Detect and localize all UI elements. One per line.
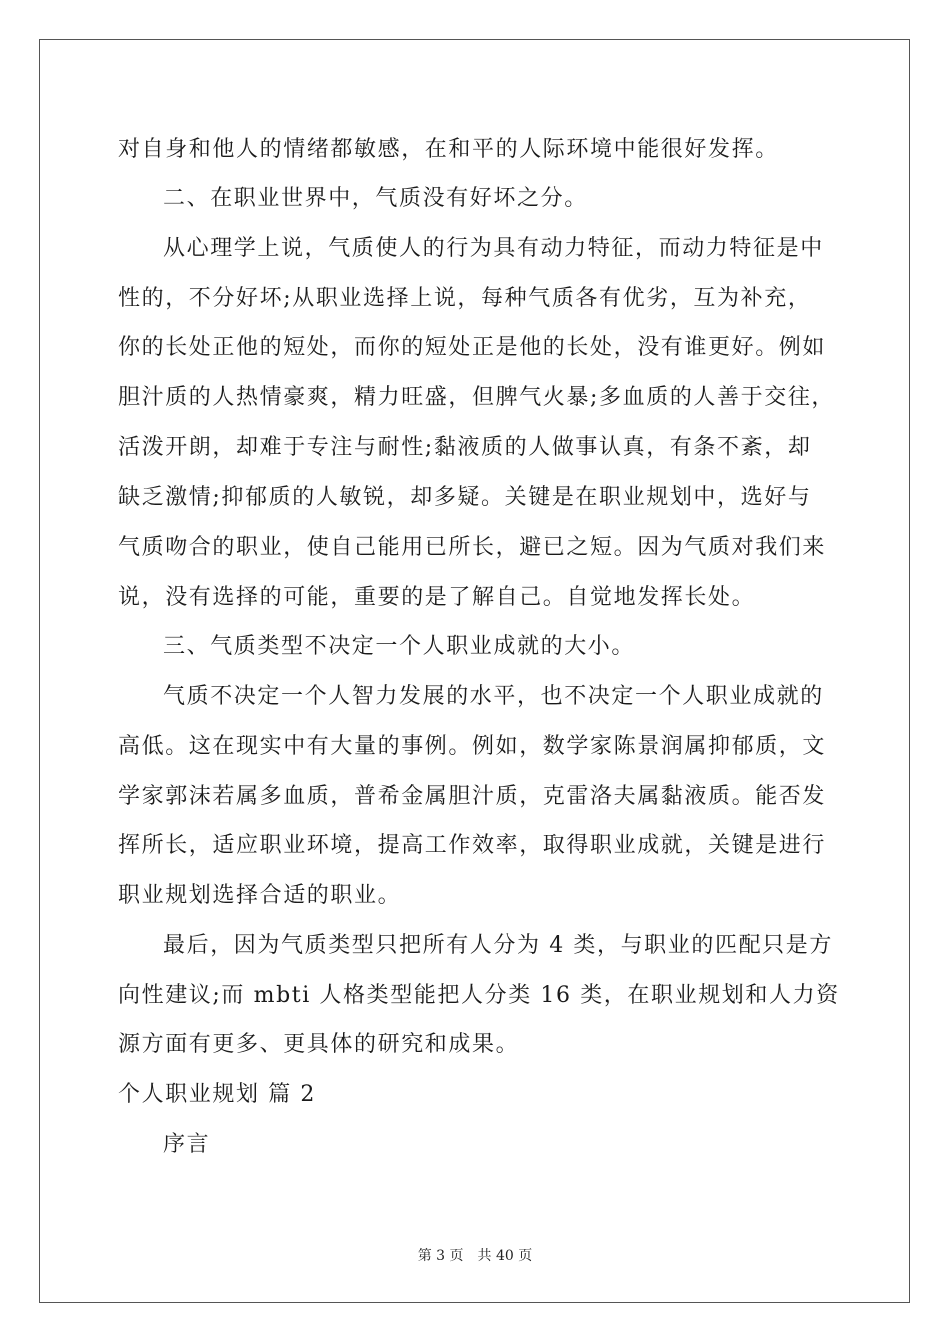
body-text-line: 向性建议;而 mbti 人格类型能把人分类 16 类，在职业规划和人力资 [118, 983, 840, 1008]
body-text-line: 活泼开朗，却难于专注与耐性;黏液质的人做事认真，有条不紊，却 [118, 435, 812, 460]
body-text-line: 挥所长，适应职业环境，提高工作效率，取得职业成就，关键是进行 [118, 833, 827, 858]
body-text-line: 你的长处正他的短处，而你的短处正是他的长处，没有谁更好。例如 [118, 335, 827, 360]
body-text-line: 对自身和他人的情绪都敏感，在和平的人际环境中能很好发挥。 [118, 137, 779, 162]
body-text-line: 职业规划选择合适的职业。 [118, 883, 402, 908]
body-text-line: 最后，因为气质类型只把所有人分为 4 类，与职业的匹配只是方 [163, 933, 833, 958]
body-text-line: 气质吻合的职业，使自己能用已所长，避已之短。因为气质对我们来 [118, 535, 827, 560]
body-text-line: 源方面有更多、更具体的研究和成果。 [118, 1032, 520, 1057]
body-text-line: 说，没有选择的可能，重要的是了解自己。自觉地发挥长处。 [118, 585, 756, 610]
page-total: 共 40 页 [477, 1248, 533, 1264]
page-footer [0, 1247, 950, 1265]
body-text-line: 性的，不分好坏;从职业选择上说，每种气质各有优劣，互为补充， [118, 286, 812, 311]
body-text-line: 胆汁质的人热情豪爽，精力旺盛，但脾气火暴;多血质的人善于交往， [118, 385, 836, 410]
body-text-line: 缺乏激情;抑郁质的人敏锐，却多疑。关键是在职业规划中，选好与 [118, 485, 812, 510]
body-text-line: 气质不决定一个人智力发展的水平，也不决定一个人职业成就的 [163, 684, 824, 709]
page-border [39, 39, 910, 1303]
body-text-line: 从心理学上说，气质使人的行为具有动力特征，而动力特征是中 [163, 236, 824, 261]
chapter-heading: 个人职业规划 篇 2 [118, 1082, 316, 1107]
subsection-heading: 序言 [163, 1132, 211, 1157]
section-heading: 三、气质类型不决定一个人职业成就的大小。 [163, 634, 636, 659]
body-text-line: 高低。这在现实中有大量的事例。例如，数学家陈景润属抑郁质，文 [118, 734, 827, 759]
body-text-line: 学家郭沫若属多血质，普希金属胆汁质，克雷洛夫属黏液质。能否发 [118, 784, 827, 809]
page-number: 第 3 页 [417, 1248, 464, 1264]
section-heading: 二、在职业世界中，气质没有好坏之分。 [163, 186, 588, 211]
